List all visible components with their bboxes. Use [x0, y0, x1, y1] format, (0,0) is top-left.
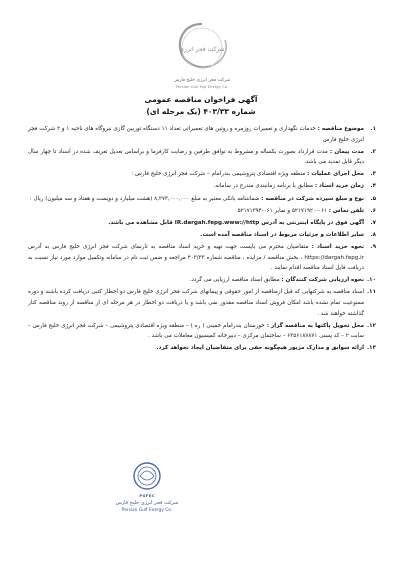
- notice-item: [28, 230, 376, 241]
- item-number: ۱۱.: [367, 289, 376, 296]
- item-text: مطابق با برنامه زمانبندی مندرج در سامانه.: [213, 183, 314, 190]
- item-number: ۱۲.: [367, 322, 376, 329]
- item-label: نوع و مبلغ سپرده شرکت در مناقصه :: [261, 195, 364, 202]
- item-label: محل اجرای عملیات :: [307, 171, 364, 178]
- notice-item: [28, 275, 376, 286]
- item-number: ۹.: [370, 243, 376, 250]
- item-label: مدت پیمان :: [329, 148, 364, 155]
- notice-item: [28, 124, 376, 145]
- item-number: ۵.: [370, 195, 376, 202]
- notice-item: [28, 218, 376, 229]
- notice-item: [28, 194, 376, 205]
- item-text: خوزستان بندرامام خمینی ( ره ) – منطقه ویژه اقتصادی پتروشیمی – شرکت فجر انرژی خلیج فارس – سایت ۲ – کد پستی ۶۳۵۶۱۸۷۸۷۱ – ساختمان مرکزی – دبیرخانه کمیسیون معاملات می باشد .: [28, 322, 364, 340]
- item-label: تلفن تماس :: [328, 207, 364, 214]
- notice-number: شماره ۴۰۳/۳۳ (یک مرحله ای): [146, 107, 256, 116]
- item-label: نحوه ارزیابی شرکت کنندگان :: [281, 277, 364, 284]
- item-number: ۷.: [370, 219, 376, 226]
- stamp-company-latin: Persian Gulf Energy Co.: [121, 508, 173, 513]
- notice-item: [28, 181, 376, 192]
- notice-item: [28, 242, 376, 274]
- item-label: موضوع مناقصه :: [317, 126, 364, 132]
- item-number: ۲.: [370, 148, 376, 155]
- company-logo: [171, 20, 233, 88]
- item-text: مطابق اسناد مناقصه ارزیابی می گردد.: [189, 277, 280, 284]
- logo-company-name: شرکت فجر انرژی خلیج فارس: [173, 78, 231, 83]
- item-text: مدت قرارداد بصورت یکساله و مشروط به توافق طرفین و رضایت کارفرما و براساس تعدیل تعریف شده در اسناد تا چهار سال دیگر قابل تمدید می باشد.: [28, 148, 364, 166]
- item-text: خدمات نگهداری و تعمیرات روزمره و روتین های تعمیراتی تعداد ۱۱ دستگاه توربین گازی نیروگاه های ناحیه ۱ و ۲ شرکت فجر انرژی خلیج فارس: [28, 126, 364, 143]
- logo-company-latin: Persian Gulf Fajr Energy Co.: [175, 84, 229, 89]
- item-label: نحوه خرید اسناد :: [311, 243, 365, 250]
- notice-item: [28, 169, 376, 180]
- item-text: منطقه ویژه اقتصادی پتروشیمی بندرامام – شرکت فجر انرژی خلیج فارس :: [131, 171, 306, 178]
- item-number: ۱۳.: [367, 345, 376, 352]
- stamp-company-name: شرکت فجر انرژی خلیج فارس: [115, 500, 179, 506]
- company-stamp: [108, 460, 186, 524]
- item-text: سایر اطلاعات و جزئیات مربوط در اسناد مناقصه آمده است.: [200, 231, 364, 238]
- item-text: ضمانتنامه بانکی معتبر به مبلغ ۸,۲۷۳,۰۰۰,۰۰۰ (هشت میلیارد و دویست و هفتاد و سه میلیون) ریال :: [29, 195, 260, 202]
- item-number: ۱۰.: [367, 277, 376, 284]
- item-text: اسناد مناقصه به شرکتهایی که قبل ازمناقصه از امور حقوقی و پیمانهای شرکت فجر انرژی خلیج فارس دو اخطار کتبی دریافت کرده باشند و دوره ممنوعیت تمام نشده باشد امکان فروش اسناد مناقصه مقدور نمی باشد و یا دریافت دو اخطار در هر مرحله ای از مناقصه از روند مناقصه کنار گذاشته خواهند شد .: [28, 289, 364, 317]
- logo-script-text: شرکت فجر انرژی: [179, 46, 225, 53]
- item-text: متقاضیان محترم می بایست جهت تهیه و خرید اسناد مناقصه به تارنمای شرکت فجر انرژی خلیج فارس به آدرس https://dargah.fepg.ir ، بخش مناقصه / مزایده ، مناقصه شماره ۴۰۳/۳۳ مراجعه و ضمن ثبت نام در سامانه وتکمیل موارد مورد نیاز نسبت به دریافت فایل اسناد مناقصه اقدام نمایند .: [28, 243, 364, 272]
- notice-item: [28, 343, 376, 354]
- item-number: ۶.: [370, 207, 376, 214]
- stamp-abbreviation: PGFEC: [139, 493, 155, 498]
- item-number: ۳.: [370, 171, 376, 178]
- item-text: ارائه سوابق و مدارک مزبور هیچگونه حقی برای متقاضیان ایجاد نخواهد کرد.: [156, 345, 364, 352]
- notice-items: [28, 124, 376, 355]
- notice-item: [28, 206, 376, 217]
- notice-item: [28, 147, 376, 168]
- notice-title: آگهی فراخوان مناقصه عمومی: [144, 95, 258, 104]
- item-number: ۱.: [370, 126, 376, 132]
- item-text: ۰۶۱-۵۲۱۷۱۹۲۰ و نمابر ۰۶۱-۵۲۱۷۱۳۹۴: [237, 207, 327, 214]
- item-number: ۴.: [370, 183, 376, 190]
- item-label: محل تحویل پاکتها به مناقصه گزار :: [266, 322, 365, 329]
- item-label: زمان خرید اسناد :: [314, 183, 364, 190]
- item-text: آگهی فوق در پایگاه اینترنتی به آدرس IR.dargah.fepg.www://http قابل مشاهده می باشد.: [108, 219, 364, 226]
- notice-item: [28, 287, 376, 319]
- item-number: ۸.: [370, 231, 376, 238]
- notice-item: [28, 321, 376, 342]
